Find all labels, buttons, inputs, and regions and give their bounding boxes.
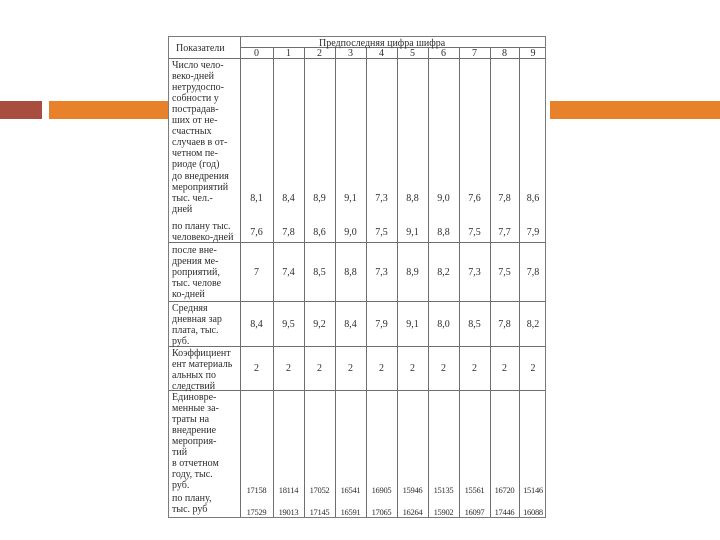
table-cell: 17446 bbox=[494, 507, 515, 517]
table-cell: 8,9 bbox=[406, 267, 419, 278]
table-cell: 7,3 bbox=[375, 193, 388, 204]
row-label-wage: Средняя дневная зар плата, тыс. руб. bbox=[172, 303, 222, 347]
accent-bar-dark bbox=[0, 101, 42, 119]
table-cell: 8,4 bbox=[250, 319, 263, 330]
table-cell: 8,4 bbox=[282, 193, 295, 204]
table-cell: 17052 bbox=[309, 485, 330, 495]
table-cell: 7,8 bbox=[526, 267, 540, 278]
table-cell: 8,5 bbox=[313, 267, 326, 278]
digit-header-cell: 7 bbox=[472, 48, 477, 59]
table-cell: 9,5 bbox=[282, 319, 295, 330]
table-cell: 9,0 bbox=[344, 227, 357, 238]
row-label-person-days: Число чело- веко-дней нетрудоспо- собности у пострадав- ших от не- счастных случаев в от- четном пе- риоде (год) bbox=[172, 60, 228, 170]
table-cell: 2 bbox=[317, 363, 322, 374]
table-cell: 8,8 bbox=[406, 193, 419, 204]
accent-bar-left bbox=[49, 101, 168, 119]
table-cell: 7 bbox=[254, 267, 259, 278]
table-cell: 7,8 bbox=[498, 319, 511, 330]
table-cell: 17145 bbox=[309, 507, 330, 517]
table-cell: 17065 bbox=[371, 507, 392, 517]
table-cell: 15902 bbox=[433, 507, 454, 517]
table-cell: 16264 bbox=[402, 507, 423, 517]
table-cell: 15135 bbox=[433, 485, 454, 495]
table-cell: 7,6 bbox=[250, 227, 263, 238]
table-cell: 9,0 bbox=[437, 193, 450, 204]
digit-header-cell: 2 bbox=[317, 48, 322, 59]
table-cell: 15146 bbox=[523, 485, 543, 495]
digit-header-cell: 9 bbox=[530, 48, 536, 59]
table-cell: 9,2 bbox=[313, 319, 326, 330]
table-cell: 15946 bbox=[402, 485, 423, 495]
digit-header-cell: 6 bbox=[441, 48, 446, 59]
table-cell: 15561 bbox=[464, 485, 485, 495]
table-cell: 9,1 bbox=[406, 319, 419, 330]
table-cell: 8,4 bbox=[344, 319, 357, 330]
row-label-plan: по плану тыс. человеко-дней bbox=[172, 221, 234, 243]
table-cell: 2 bbox=[286, 363, 291, 374]
header-indicators: Показатели bbox=[176, 43, 225, 54]
table-cell: 9,1 bbox=[344, 193, 357, 204]
table-cell: 18114 bbox=[278, 485, 299, 495]
table-cell: 8,0 bbox=[437, 319, 450, 330]
table-cell: 7,5 bbox=[498, 267, 511, 278]
row-label-costs-plan: по плану, тыс. руб bbox=[172, 493, 212, 515]
table-cell: 8,5 bbox=[468, 319, 481, 330]
table-cell: 16905 bbox=[371, 485, 392, 495]
table-cell: 2 bbox=[502, 363, 507, 374]
header-digit-group: Предпоследняя цифра шифра bbox=[319, 38, 446, 49]
table-cell: 8,2 bbox=[437, 267, 450, 278]
scanned-table bbox=[168, 36, 546, 518]
digit-header-cell: 1 bbox=[286, 48, 291, 59]
digit-header-cell: 5 bbox=[410, 48, 415, 59]
table-cell: 8,2 bbox=[526, 319, 540, 330]
row-label-after: после вне- дрения ме- роприятий, тыс. челове ко-дней bbox=[172, 245, 222, 300]
table-cell: 8,6 bbox=[313, 227, 326, 238]
table-cell: 8,9 bbox=[313, 193, 326, 204]
table-cell: 8,8 bbox=[437, 227, 450, 238]
table-cell: 7,8 bbox=[282, 227, 295, 238]
table-cell: 8,1 bbox=[250, 193, 263, 204]
table-cell: 8,8 bbox=[344, 267, 357, 278]
table-cell: 17529 bbox=[246, 507, 267, 517]
table-cell: 16591 bbox=[340, 507, 361, 517]
table-cell: 2 bbox=[254, 363, 259, 374]
digit-header-cell: 4 bbox=[379, 48, 384, 59]
table-cell: 7,3 bbox=[375, 267, 388, 278]
table-cell: 2 bbox=[530, 363, 536, 374]
table-cell: 8,6 bbox=[526, 193, 540, 204]
table-cell: 7,5 bbox=[468, 227, 481, 238]
table-cell: 7,8 bbox=[498, 193, 511, 204]
row-label-before: до внедрения мероприятий тыс. чел.- дней bbox=[172, 171, 229, 215]
table-cell: 7,6 bbox=[468, 193, 481, 204]
digit-header-cell: 3 bbox=[348, 48, 353, 59]
table-cell: 2 bbox=[472, 363, 477, 374]
table-cell: 2 bbox=[348, 363, 353, 374]
digit-header-cell: 0 bbox=[254, 48, 259, 59]
row-label-coefficient: Коэффициент ент материаль альных по следствий bbox=[172, 348, 233, 392]
table-cell: 2 bbox=[410, 363, 415, 374]
table-cell: 7,7 bbox=[498, 227, 511, 238]
table-cell: 17158 bbox=[246, 485, 267, 495]
table-cell: 7,5 bbox=[375, 227, 388, 238]
row-label-costs-reporting: Единовре- менные за- траты на внедрение мероприя- тий в отчетном году, тыс. руб. bbox=[172, 392, 219, 491]
table-cell: 2 bbox=[379, 363, 384, 374]
table-cell: 16541 bbox=[340, 485, 361, 495]
table-cell: 16088 bbox=[523, 507, 543, 517]
table-cell: 9,1 bbox=[406, 227, 419, 238]
accent-bar-right bbox=[550, 101, 720, 119]
table-cell: 7,9 bbox=[375, 319, 388, 330]
table-cell: 19013 bbox=[278, 507, 299, 517]
table-cell: 7,9 bbox=[526, 227, 540, 238]
table-cell: 2 bbox=[441, 363, 446, 374]
table-cell: 16097 bbox=[464, 507, 485, 517]
digit-header-cell: 8 bbox=[502, 48, 507, 59]
table-cell: 7,4 bbox=[282, 267, 295, 278]
table-cell: 16720 bbox=[494, 485, 515, 495]
table-cell: 7,3 bbox=[468, 267, 481, 278]
